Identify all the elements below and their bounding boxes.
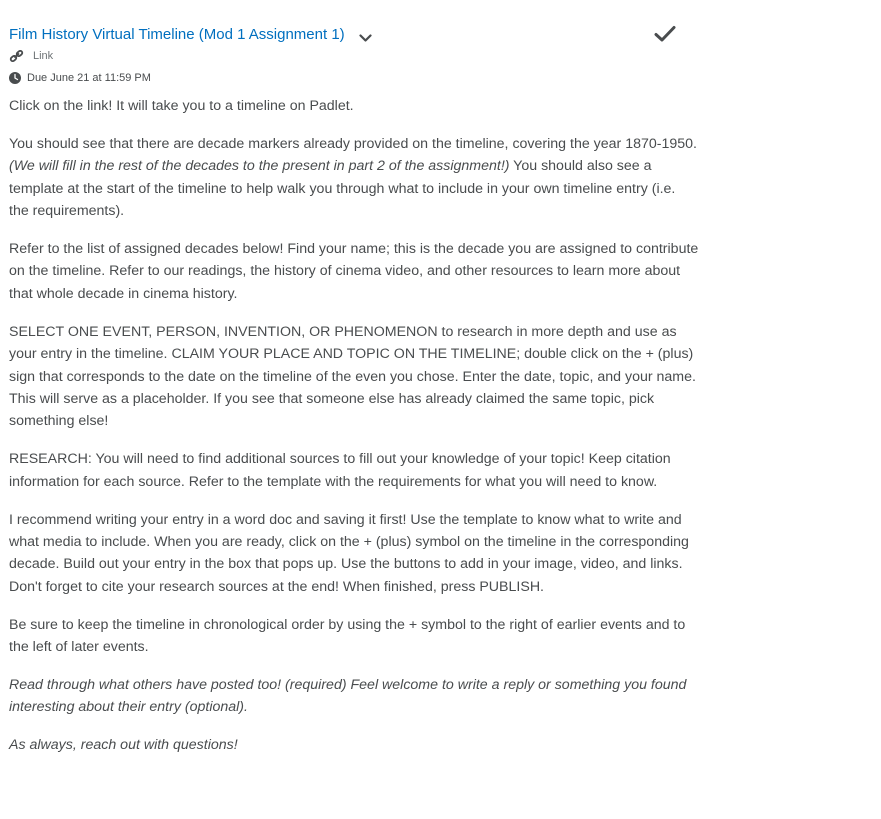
clock-icon — [9, 72, 21, 84]
checkmark-icon — [654, 25, 676, 48]
due-date-text: Due June 21 at 11:59 PM — [27, 72, 151, 84]
paragraph-read-others: Read through what others have posted too! (required) Feel welcome to write a reply or something you found interesting about their entry (optional). — [9, 677, 687, 716]
paragraph-select-topic: SELECT ONE EVENT, PERSON, INVENTION, OR PHENOMENON to research in more depth and use as your entry in the timeline. CLAIM YOUR PLACE AND TOPIC ON THE TIMELINE; double click on the + (plus) sign that corresponds to the date on the timeline of the even you chose. Enter the date, topic, and your name. This will serve as a placeholder. If you see that someone else has already claimed the same topic, pick something else! — [9, 323, 696, 430]
paragraph-chronology: Be sure to keep the timeline in chronological order by using the + symbol to the right of earlier events and to the left of later events. — [9, 616, 686, 656]
paragraph-intro: Click on the link! It will take you to a timeline on Padlet. — [9, 98, 354, 114]
link-icon — [9, 49, 25, 63]
paragraph-assigned-decades: Refer to the list of assigned decades below! Find your name; this is the decade you are assigned to contribute on the timeline. Refer to our readings, the history of cinema video, and other resources to learn more about that whole decade in cinema history. — [9, 241, 699, 302]
activity-title-link[interactable]: Film History Virtual Timeline (Mod 1 Assignment 1) — [9, 25, 345, 43]
paragraph-decade-markers: You should see that there are decade markers already provided on the timeline, covering the year 1870-1950. (We will fill in the rest of the decades to the present in part 2 of the assignment!) You should also see a template at the start of the timeline to help walk you through what to include in your own timeline entry (i.e. the requirements). — [9, 135, 698, 220]
activity-type-label: Link — [33, 50, 54, 62]
paragraph-closing: As always, reach out with questions! — [9, 737, 238, 754]
due-date — [9, 70, 689, 86]
chevron-down-icon[interactable] — [359, 34, 372, 43]
activity-description — [9, 95, 699, 772]
activity-header — [9, 22, 689, 86]
paragraph-research: RESEARCH: You will need to find additional sources to fill out your knowledge of your topic! Keep citation information for each source. Refer to the template with the requirements for what you will need to know. — [9, 451, 671, 490]
activity-type — [9, 48, 689, 64]
title-row — [9, 22, 689, 46]
paragraph-writing: I recommend writing your entry in a word doc and saving it first! Use the template to know what to write and what media to include. When you are ready, click on the + (plus) symbol on the timeline in the corresponding decade. Build out your entry in the box that pops up. Use the buttons to add in your image, video, and links. Don't forget to cite your research sources at the end! When finished, press PUBLISH. — [9, 511, 689, 595]
